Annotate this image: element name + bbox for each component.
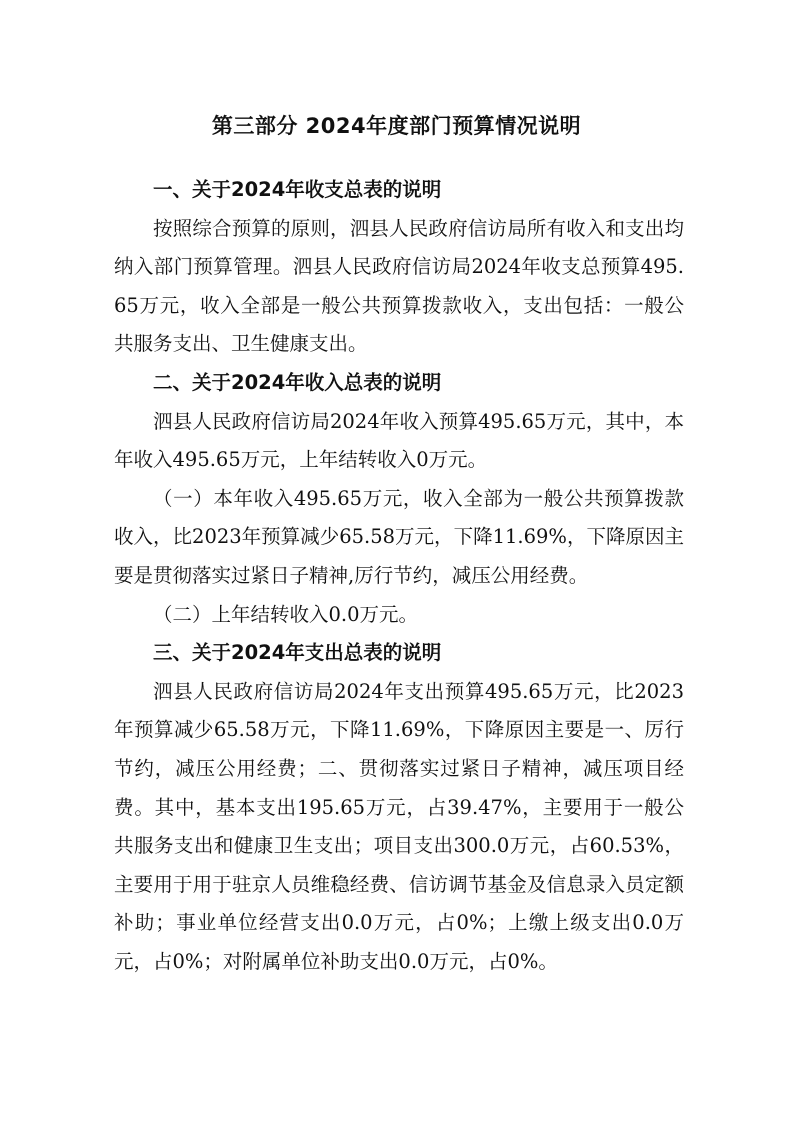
section-2-paragraph-1: 泗县人民政府信访局2024年收入预算495.65万元，其中，本年收入495.65万元，上年结转收入0万元。: [114, 409, 684, 472]
document-body: [114, 171, 684, 981]
section-heading-1: 一、关于2024年收支总表的说明: [153, 178, 442, 201]
section-heading-3: 三、关于2024年支出总表的说明: [153, 641, 442, 665]
section-1-paragraph-1: 按照综合预算的原则，泗县人民政府信访局所有收入和支出均纳入部门预算管理。泗县人民政府信访局2024年收支总预算495.65万元，收入全部是一般公共预算拨款收入，支出包括：一般公共服务支出、卫生健康支出。: [114, 216, 684, 356]
page-title: 第三部分 2024年度部门预算情况说明: [211, 114, 582, 138]
section-2-paragraph-2: （一）本年收入495.65万元，收入全部为一般公共预算拨款收入，比2023年预算减少65.58万元，下降11.69%，下降原因主要是贯彻落实过紧日子精神,厉行节约，减压公用经费。: [114, 486, 684, 587]
section-heading-2: 二、关于2024年收入总表的说明: [153, 370, 442, 394]
section-3-paragraph-1: 泗县人民政府信访局2024年支出预算495.65万元，比2023年预算减少65.58万元，下降11.69%，下降原因主要是一、厉行节约，减压公用经费；二、贯彻落实过紧日子精神，减压项目经费。其中，基本支出195.65万元，占39.47%，主要用于一般公共服务支出和健康卫生支出；项目支出300.0万元，占60.53%，主要用于用于驻京人员维稳经费、信访调节基金及信息录入员定额补助；事业单位经营支出0.0万元，占0%；上缴上级支出0.0万元，占0%；对附属单位补助支出0.0万元，占0%。: [114, 679, 684, 973]
section-2-paragraph-3: （二）上年结转收入0.0万元。: [153, 602, 419, 626]
